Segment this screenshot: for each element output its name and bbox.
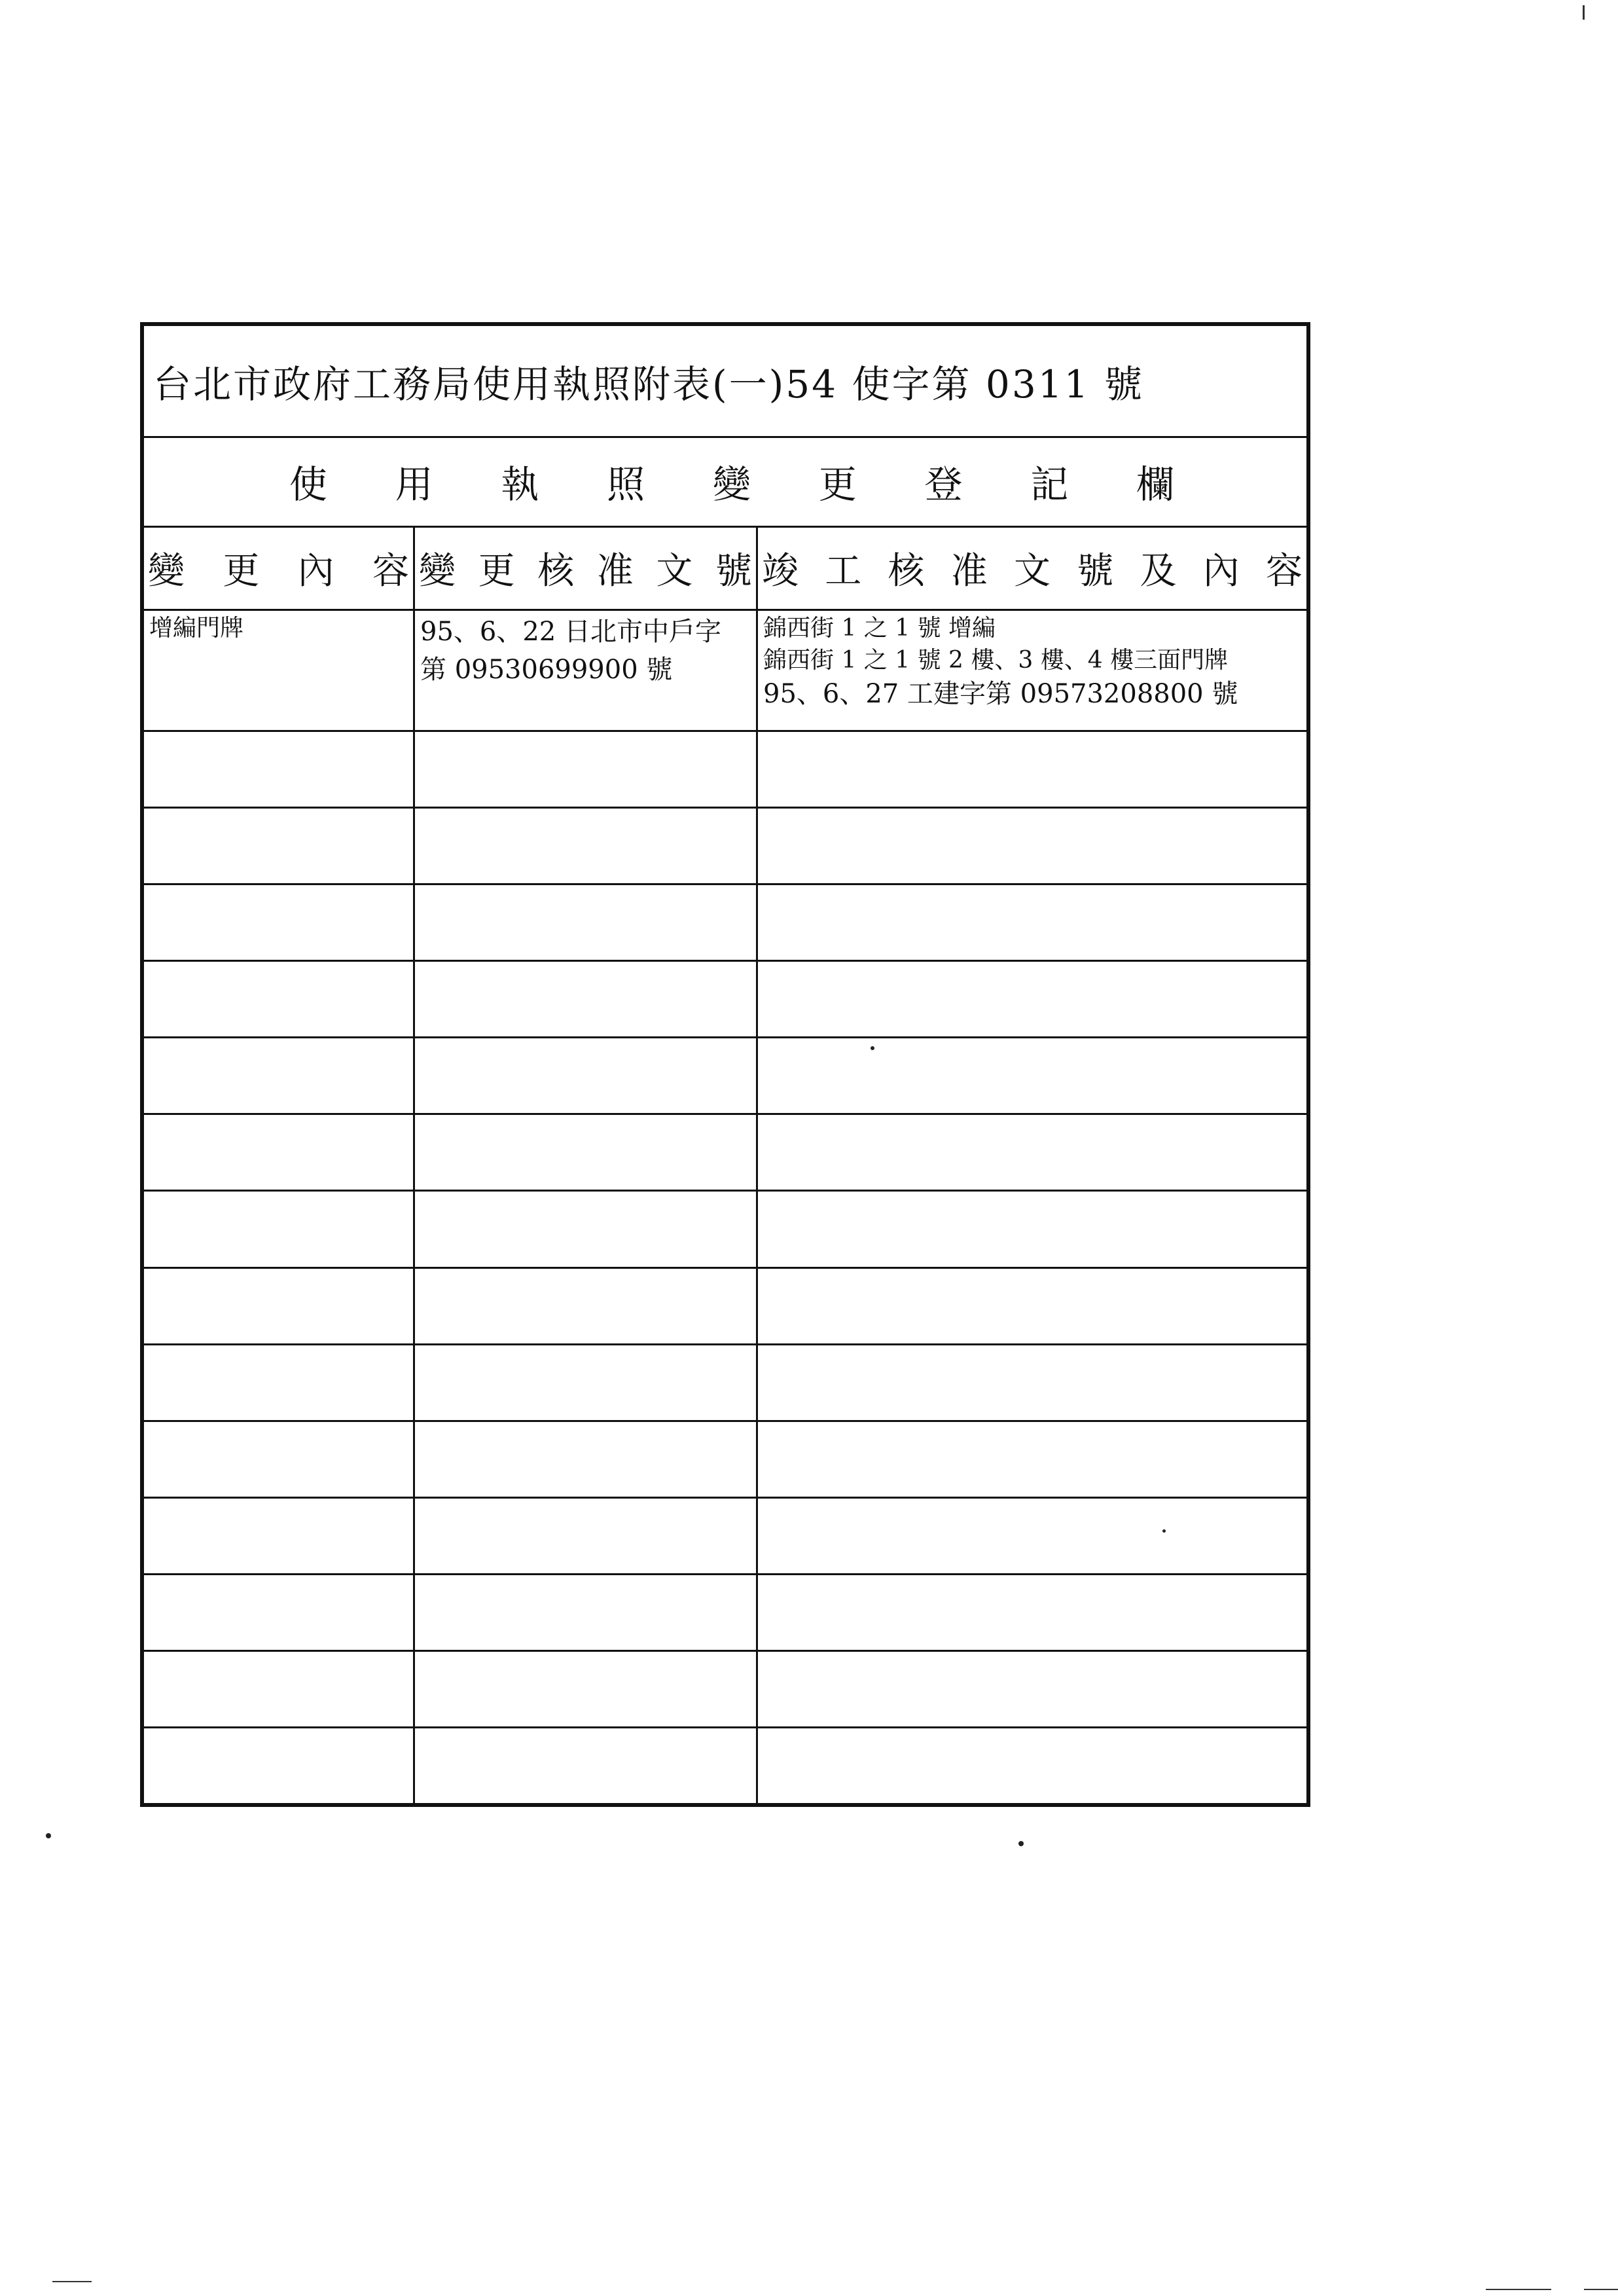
empty-cell [758,1499,1306,1573]
subtitle-char: 記 [1030,462,1069,507]
header-char: 容 [372,550,409,592]
table-row [144,609,1306,732]
scan-speck [1162,1529,1166,1533]
cell-text: 增編門牌 [149,615,244,642]
empty-cell [144,962,415,1036]
empty-cell [144,885,415,960]
cell-text: 95、6、27 工建字第 09573208800 號 [763,679,1238,710]
empty-cell [758,809,1306,883]
header-char: 核 [537,550,575,592]
table-title [144,326,1306,438]
header-char: 文 [1014,550,1051,592]
empty-cell [415,1115,758,1190]
header-char: 准 [596,550,634,592]
empty-cell [415,962,758,1036]
scan-edge-mark [1583,5,1585,20]
table-row-empty [144,885,1306,962]
header-char: 變 [419,550,456,592]
empty-cell [758,732,1306,807]
header-char: 文 [656,550,693,592]
header-char: 更 [223,550,260,592]
table-row-empty [144,1728,1306,1803]
header-char: 竣 [762,550,799,592]
empty-cell [758,1038,1306,1113]
empty-cell [144,1269,415,1343]
empty-cell [144,1652,415,1726]
table-row-empty [144,1345,1306,1422]
header-char: 號 [1077,550,1114,592]
table-row-empty [144,1499,1306,1575]
empty-cell [758,1115,1306,1190]
cell-text: 第 09530699900 號 [420,655,673,685]
empty-cell [758,1728,1306,1803]
empty-cell [144,732,415,807]
empty-cell [415,1728,758,1803]
empty-cell [758,1652,1306,1726]
empty-cell [415,809,758,883]
empty-cell [758,1269,1306,1343]
empty-cell [415,1192,758,1266]
empty-cell [415,885,758,960]
header-char: 變 [148,550,185,592]
subtitle-char: 登 [924,462,963,507]
empty-cell [415,1575,758,1650]
table-row-empty [144,1422,1306,1499]
header-char: 內 [297,550,334,592]
cell-completion-doc [758,609,1306,730]
empty-cell [758,1422,1306,1497]
empty-cell [144,1422,415,1497]
column-headers [144,528,1306,611]
table-row-empty [144,809,1306,885]
empty-cell [144,1728,415,1803]
empty-cell [415,1345,758,1420]
empty-cell [415,1499,758,1573]
cell-text: 錦西街 1 之 1 號 2 樓、3 樓、4 樓三面門牌 [763,646,1229,674]
subtitle-char: 變 [712,462,751,507]
empty-cell [758,1345,1306,1420]
empty-cell [144,1192,415,1266]
subtitle-char: 用 [395,462,433,507]
scan-edge-mark [1584,2289,1618,2290]
empty-cell [415,1038,758,1113]
empty-cell [415,1269,758,1343]
scan-edge-mark [52,2281,92,2282]
scan-speck [46,1833,51,1838]
empty-cell [758,1575,1306,1650]
table-row-empty [144,1652,1306,1728]
empty-cell [758,1192,1306,1266]
usage-license-table [140,322,1310,1807]
empty-cell [415,1422,758,1497]
header-char: 工 [825,550,862,592]
table-row-empty [144,1038,1306,1115]
table-row-empty [144,1115,1306,1192]
scan-speck [1018,1841,1024,1846]
empty-cell [415,732,758,807]
header-char: 容 [1266,550,1303,592]
title-text: 台北市政府工務局使用執照附表(一)54 使字第 0311 號 [153,362,1144,407]
header-char: 更 [478,550,515,592]
empty-cell [144,1115,415,1190]
empty-cell [144,1345,415,1420]
empty-cell [144,1575,415,1650]
empty-cell [758,962,1306,1036]
header-approval-doc [415,528,758,609]
cell-approval-doc [415,609,758,730]
header-char: 號 [715,550,752,592]
subtitle-char: 執 [501,462,539,507]
table-row-empty [144,1269,1306,1345]
empty-cell [144,1499,415,1573]
scan-edge-mark [1486,2289,1551,2290]
subtitle-char: 照 [607,462,645,507]
header-completion-doc [758,528,1306,609]
header-char: 及 [1140,550,1177,592]
empty-cell [415,1652,758,1726]
header-char: 內 [1202,550,1240,592]
cell-text: 95、6、22 日北市中戶字 [420,617,721,647]
header-char: 准 [950,550,988,592]
table-row-empty [144,1192,1306,1268]
table-subtitle [144,436,1306,528]
table-row-empty [144,732,1306,809]
cell-change-content [144,609,415,730]
table-row-empty [144,962,1306,1038]
subtitle-char: 更 [818,462,857,507]
table-row-empty [144,1575,1306,1652]
cell-text: 錦西街 1 之 1 號 增編 [763,615,996,642]
header-char: 核 [888,550,925,592]
empty-cell [758,885,1306,960]
subtitle-char: 使 [289,462,327,507]
empty-cell [144,1038,415,1113]
subtitle-char: 欄 [1136,462,1175,507]
empty-cell [144,809,415,883]
table-body [144,609,1306,1803]
scan-speck [871,1046,874,1050]
header-change-content [144,528,415,609]
